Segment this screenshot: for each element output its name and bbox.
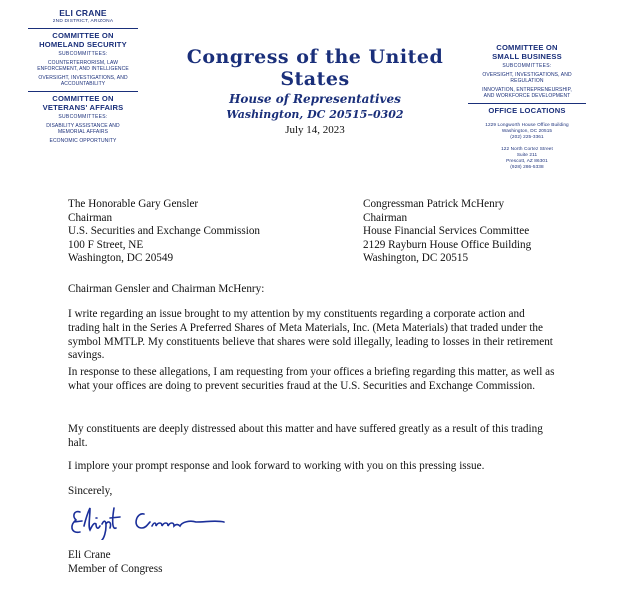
subcommittees-heading: SUBCOMMITTEES:: [58, 51, 108, 58]
subcommittees-heading: SUBCOMMITTEES:: [58, 114, 108, 121]
office-prescott: 122 North Cortez Street Suite 211 Prescott, AZ 86301 (928) 286-5338: [501, 145, 553, 169]
subcommittee-oversight: OVERSIGHT, INVESTIGATIONS, AND ACCOUNTABILITY: [38, 75, 128, 88]
office-dc: 1229 Longworth House Office Building Washington, DC 20515 (202) 225-3361: [485, 121, 569, 139]
subcommittee-economic: ECONOMIC OPPORTUNITY: [49, 138, 117, 145]
recipient-line: Chairman: [363, 211, 408, 224]
signer-title: Member of Congress: [68, 563, 163, 575]
congress-title: Congress of the United States: [186, 46, 444, 90]
divider: [28, 91, 138, 92]
subcommittee-innovation: INNOVATION, ENTREPRENEURSHIP, AND WORKFORCE DEVELOPMENT: [482, 87, 572, 100]
recipient-line: 100 F Street, NE: [68, 238, 144, 251]
recipient-line: Congressman Patrick McHenry: [363, 198, 505, 210]
subcommittee-disability: DISABILITY ASSISTANCE AND MEMORIAL AFFAIRS: [46, 123, 120, 136]
member-name: ELI CRANE: [59, 8, 107, 18]
committee-veterans-affairs: COMMITTEE ON VETERANS' AFFAIRS: [42, 94, 124, 112]
salutation: Chairman Gensler and Chairman McHenry:: [68, 283, 265, 295]
subcommittee-counterterrorism: COUNTERTERRORISM, LAW ENFORCEMENT, AND INTELLIGENCE: [37, 60, 129, 73]
city-line: Washington, DC 20515–0302: [226, 108, 404, 121]
house-title: House of Representatives: [229, 92, 401, 106]
committee-small-business: COMMITTEE ON SMALL BUSINESS: [492, 43, 562, 61]
closing: Sincerely,: [68, 485, 113, 497]
recipient-line: The Honorable Gary Gensler: [68, 198, 199, 210]
recipient-line: U.S. Securities and Exchange Commission: [68, 225, 261, 238]
masthead: [150, 46, 480, 121]
divider: [468, 103, 586, 104]
recipient-line: Washington, DC 20515: [363, 252, 469, 265]
body-paragraph-1: I write regarding an issue brought to my attention by my constituents regarding a corporate action and trading halt in the Series A Preferred Shares of Meta Materials, Inc. (Meta Materials) that traded under the symbol MMTLP. My constituents believe that shares were sold illegally, leading to losses in their retirement savings.: [68, 308, 553, 362]
letterhead-left-column: [22, 8, 144, 147]
recipient-left: [68, 198, 260, 266]
member-district: 2ND DISTRICT, ARIZONA: [52, 19, 114, 24]
signature-image: [66, 500, 226, 540]
body-paragraph-2: In response to these allegations, I am requesting from your offices a briefing regarding this matter, as well as what your offices are doing to prevent securities fraud at the U.S. Securities and Exchange Commission.: [68, 366, 555, 392]
office-locations-heading: OFFICE LOCATIONS: [488, 106, 566, 116]
recipient-line: Chairman: [68, 211, 113, 224]
signer-name: Eli Crane: [68, 549, 111, 561]
divider: [28, 28, 138, 29]
letter-date: July 14, 2023: [285, 124, 345, 136]
body-paragraph-3: My constituents are deeply distressed about this matter and have suffered greatly as a result of this trading halt.: [68, 423, 543, 449]
recipient-line: House Financial Services Committee: [363, 225, 530, 238]
signature-block: [68, 548, 162, 576]
recipient-line: 2129 Rayburn House Office Building: [363, 238, 532, 251]
recipient-right: [363, 198, 531, 266]
subcommittees-heading: SUBCOMMITTEES:: [502, 63, 552, 70]
subcommittee-oversight-regulation: OVERSIGHT, INVESTIGATIONS, AND REGULATION: [482, 72, 572, 85]
body-paragraph-4: I implore your prompt response and look forward to working with you on this pressing issue.: [68, 460, 485, 472]
letterhead-right-column: [462, 44, 592, 170]
recipient-line: Washington, DC 20549: [68, 252, 174, 265]
committee-homeland-security: COMMITTEE ON HOMELAND SECURITY: [39, 31, 127, 49]
